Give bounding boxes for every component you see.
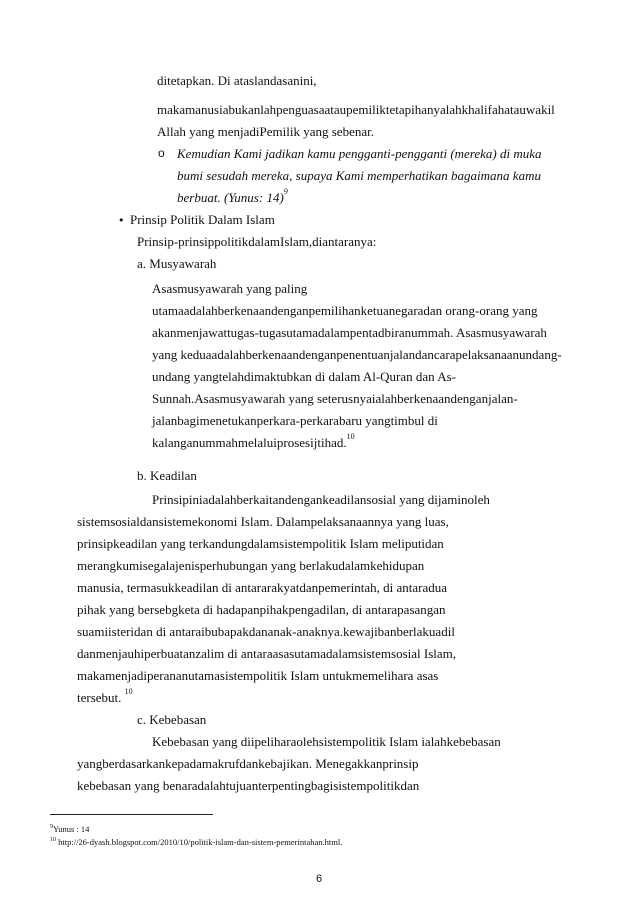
keadilan-line-last xyxy=(77,687,133,706)
kebebasan-line: yangberdasarkankepadamakrufdankebajikan. Menegakkanprinsip xyxy=(77,756,419,771)
footnote-number: 10 xyxy=(50,837,56,843)
musyawarah-line-last xyxy=(152,432,355,451)
keadilan-line: suamiisteridan di antaraibubapakdananak-anaknya.kewajibanberlakuadil xyxy=(77,624,455,639)
section-heading: Prinsip Politik Dalam Islam xyxy=(130,212,275,227)
keadilan-line: pihak yang bersebgketa di hadapanpihakpengadilan, di antarapasangan xyxy=(77,602,446,617)
quote-line: Kemudian Kami jadikan kamu pengganti-pengganti (mereka) di muka xyxy=(177,146,542,161)
subheading-kebebasan: c. Kebebasan xyxy=(137,712,207,727)
footnote-divider xyxy=(50,814,213,815)
keadilan-line: Prinsipiniadalahberkaitandengankeadilansosial yang dijaminoleh xyxy=(152,492,490,507)
footnote xyxy=(50,837,342,848)
footnote-ref: 9 xyxy=(283,187,288,196)
keadilan-text: tersebut. xyxy=(77,690,122,705)
keadilan-line: makamenjadiperananutamasistempolitik Islam untukmemelihara asas xyxy=(77,668,439,683)
kebebasan-line: kebebasan yang benaradalahtujuanterpentingbagisistempolitikdan xyxy=(77,778,420,793)
subheading-keadilan: b. Keadilan xyxy=(137,468,197,483)
page-number: 6 xyxy=(315,873,323,885)
section-intro: Prinsip-prinsippolitikdalamIslam,diantaranya: xyxy=(137,234,377,249)
footnote-ref: 10 xyxy=(124,687,133,696)
keadilan-line: merangkumisegalajenisperhubungan yang berlakudalamkehidupan xyxy=(77,558,425,573)
footnote-ref: 10 xyxy=(346,432,355,441)
keadilan-line: manusia, termasukkeadilan di antararakyatdanpemerintah, di antaradua xyxy=(77,580,447,595)
subheading-musyawarah: a. Musyawarah xyxy=(137,256,217,271)
body-text-line: makamanusiabukanlahpenguasaataupemiliktetapihanyalahkhalifahatauwakil xyxy=(157,102,555,117)
body-text-line: ditetapkan. Di ataslandasanini, xyxy=(157,73,317,88)
bullet-icon: • xyxy=(118,214,125,227)
quote-text: berbuat. (Yunus: 14) xyxy=(177,190,284,205)
footnote-text: Yunus : 14 xyxy=(53,824,90,834)
quote-line-last xyxy=(177,187,288,206)
musyawarah-line: Asasmusyawarah yang paling xyxy=(152,281,308,296)
musyawarah-line: akanmenjawattugas-tugasutamadalampentadbiranummah. Asasmusyawarah xyxy=(152,325,547,340)
quote-line: bumi sesudah mereka, supaya Kami memperhatikan bagaimana kamu xyxy=(177,168,541,183)
musyawarah-line: undang yangtelahdimaktubkan di dalam Al-Quran dan As- xyxy=(152,369,456,384)
musyawarah-line: Sunnah.Asasmusyawarah yang seterusnyaialahberkenaandenganjalan- xyxy=(152,391,518,406)
keadilan-line: sistemsosialdansistemekonomi Islam. Dalampelaksanaannya yang luas, xyxy=(77,514,449,529)
kebebasan-line: Kebebasan yang diipeliharaolehsistempolitik Islam ialahkebebasan xyxy=(152,734,501,749)
footnote xyxy=(50,824,89,835)
musyawarah-line: jalanbagimenetukanperkara-perkarabaru yangtimbul di xyxy=(152,413,438,428)
musyawarah-line: utamaadalahberkenaandenganpemilihanketuanegaradan orang-orang yang xyxy=(152,303,538,318)
musyawarah-line: yang keduaadalahberkenaandenganpenentuanjalandancarapelaksanaanundang- xyxy=(152,347,562,362)
footnote-number: 9 xyxy=(50,824,53,830)
keadilan-line: danmenjauhiperbuatanzalim di antaraasasutamadalamsistemsosial Islam, xyxy=(77,646,457,661)
musyawarah-text: kalanganummahmelaluiprosesijtihad. xyxy=(152,435,347,450)
circle-bullet-icon: o xyxy=(158,146,165,160)
footnote-link[interactable]: http://26-dyash.blogspot.com/2010/10/politik-islam-dan-sistem-pemerintahan.html. xyxy=(58,837,343,847)
keadilan-line: prinsipkeadilan yang terkandungdalamsistempolitik Islam meliputidan xyxy=(77,536,444,551)
body-text-line: Allah yang menjadiPemilik yang sebenar. xyxy=(157,124,374,139)
